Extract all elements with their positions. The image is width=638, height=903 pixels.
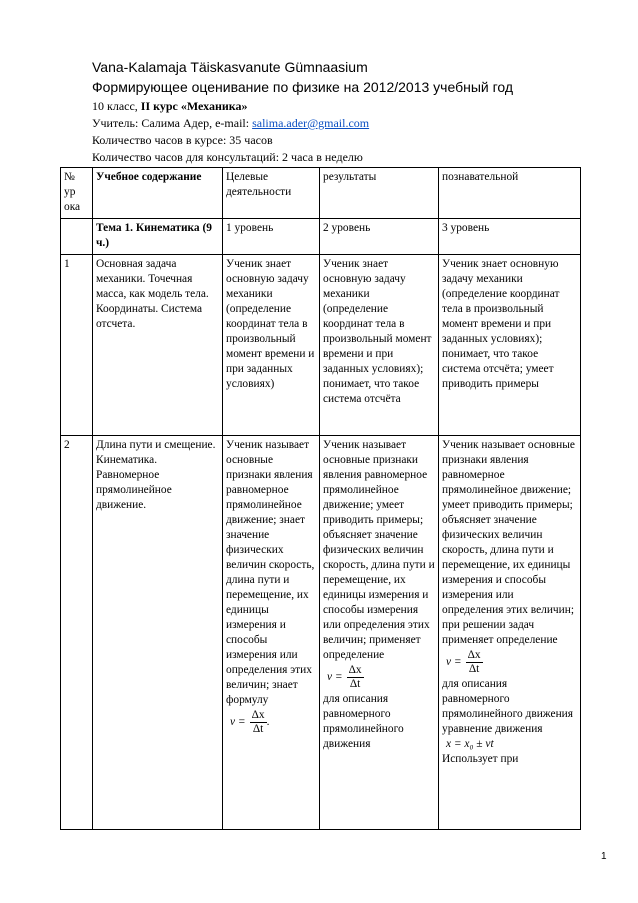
header-goals: Целевые деятельности [223, 168, 320, 219]
teacher-line [92, 116, 612, 131]
level-3-text: Ученик называет основные признаки явления равномерное прямолинейное движение; умеет приводить примеры; объясняет значение физических величин скорость, длина пути и перемещение, их единицы измерения и способы измерения или определения этих величин; при решении задач применяет определение [442, 439, 575, 646]
formula-fraction [250, 709, 267, 736]
formula-fraction [347, 664, 364, 691]
formula-numerator: Δx [348, 664, 362, 676]
header-num: № ур ока [61, 168, 93, 219]
level-1-text: Ученик знает основную задачу механики (определение координат тела в произвольный момент времени и при заданных условиях) [223, 255, 320, 436]
formula-lhs: v = [327, 671, 343, 683]
grade-prefix: 10 класс, [92, 99, 141, 113]
level-3-header: 3 уровень [439, 219, 581, 255]
course-name: II курс «Механика» [140, 99, 248, 113]
grade-line [92, 99, 612, 114]
topic-row [61, 219, 581, 255]
level-2-text: Ученик называет основные признаки явления равномерное прямолинейное движение; умеет приводить примеры; объясняет значение физических величин скорость, длина пути и перемещение, их единицы измерения и способы измерения или определения этих величин; применяет определение [323, 439, 435, 661]
velocity-formula [230, 709, 267, 736]
formula-fraction [466, 649, 483, 676]
formula-lhs: v = [446, 656, 462, 668]
table-row [61, 255, 581, 436]
teacher-email-link[interactable]: salima.ader@gmail.com [252, 116, 370, 130]
lesson-num: 2 [61, 436, 93, 830]
formula-numerator: Δx [251, 709, 265, 721]
lesson-content: Длина пути и смещение. Кинематика. Равномерное прямолинейное движение. [93, 436, 223, 830]
level-3-cell [439, 436, 581, 830]
level-1-header: 1 уровень [223, 219, 320, 255]
level-3-mid: для описания равномерного прямолинейного движения уравнение движения [442, 678, 574, 735]
level-2-text: Ученик знает основную задачу механики (определение координат тела в произвольный момент времени и при заданных условиях); понимает, что такое система отсчёта [320, 255, 439, 436]
teacher-prefix: Учитель: Салима Адер, e-mail: [92, 116, 253, 130]
formula-denominator: Δt [468, 663, 480, 675]
level-3-tail: Использует при [442, 753, 519, 765]
assessment-table [60, 167, 581, 830]
page-number: 1 [601, 851, 607, 862]
table-header-row [61, 168, 581, 219]
level-3-text: Ученик знает основную задачу механики (определение координат тела в произвольный момент времени и при заданных условиях); понимает, что такое система отсчёта; умеет приводить примеры [439, 255, 581, 436]
school-name: Vana-Kalamaja Täiskasvanute Gümnaasium [92, 59, 368, 75]
topic-num-cell [61, 219, 93, 255]
document-header [92, 58, 612, 165]
formula-denominator: Δt [252, 723, 264, 735]
level-1-tail: . [266, 716, 270, 728]
level-2-tail: для описания равномерного прямолинейного движения [323, 693, 404, 750]
header-results: результаты [320, 168, 439, 219]
level-1-cell [223, 436, 320, 830]
hours-consult: Количество часов для консультаций: 2 часа в неделю [92, 150, 363, 164]
topic-title: Тема 1. Кинематика (9 ч.) [93, 219, 223, 255]
header-cognitive: познавательной [439, 168, 581, 219]
velocity-formula [446, 649, 483, 676]
lesson-content: Основная задача механики. Точечная масса, как модель тела. Координаты. Система отсчета. [93, 255, 223, 436]
velocity-formula [327, 664, 364, 691]
lesson-num: 1 [61, 255, 93, 436]
hours-course: Количество часов в курсе: 35 часов [92, 133, 273, 147]
level-2-header: 2 уровень [320, 219, 439, 255]
formula-lhs: v = [230, 716, 246, 728]
motion-equation: x = x₀ ± vt [446, 738, 494, 750]
level-2-cell [320, 436, 439, 830]
level-1-text: Ученик называет основные признаки явления равномерное прямолинейное движение; знает значение физических величин скорость, длина пути и перемещение, их единицы измерения и способы измерения или определения этих величин; знает формулу [226, 439, 315, 706]
document-title: Формирующее оценивание по физике на 2012/2013 учебный год [92, 79, 514, 95]
header-content: Учебное содержание [93, 168, 223, 219]
table-row [61, 436, 581, 830]
formula-numerator: Δx [467, 649, 481, 661]
formula-denominator: Δt [349, 678, 361, 690]
